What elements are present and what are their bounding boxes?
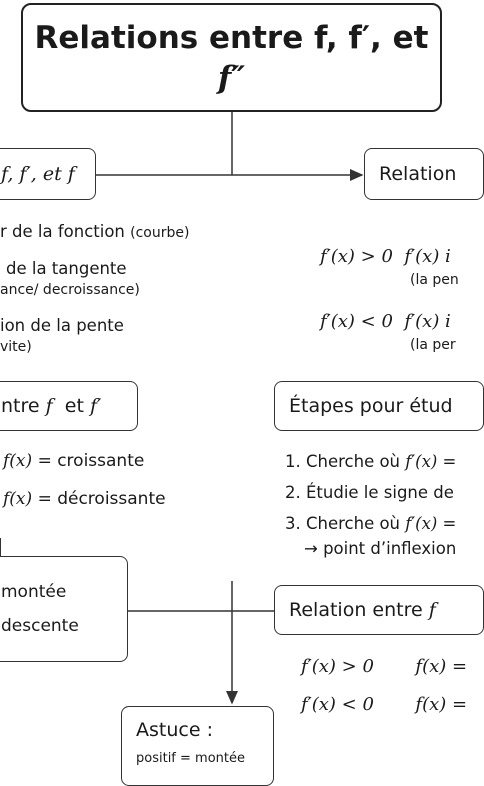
left-header-box: [0, 148, 96, 200]
astuce-box: [121, 706, 274, 786]
right-header-label: Relation: [379, 163, 457, 185]
left-rule-1: f(x) = croissante: [3, 451, 145, 471]
montee-label: montée: [1, 582, 67, 602]
meaning-2-main: de la tangente: [6, 259, 127, 278]
meaning-3-note: vite): [0, 339, 32, 355]
descente-label: descente: [1, 616, 79, 636]
etape-2: 2. Étudie le signe de: [285, 483, 454, 502]
etape-3-result: → point d’inflexion: [304, 539, 457, 558]
right-header-box: [364, 148, 484, 200]
title-line1: Relations entre f, f′, et: [34, 19, 429, 56]
meaning-3-main: ion de la pente: [0, 316, 124, 335]
etape-3: 3. Cherche où f′(x) =: [285, 514, 457, 533]
right-relation-2: f′(x) < 0 f′(x) i: [320, 311, 451, 332]
left-header-label: f, f′, et f: [1, 163, 75, 185]
astuce-title: Astuce :: [136, 719, 213, 741]
astuce-text: positif = montée: [136, 751, 245, 766]
title-box: [21, 3, 442, 112]
relation-row-2: f′(x) < 0 f(x) =: [301, 694, 468, 715]
meaning-2-note: ance/ decroissance): [0, 282, 140, 298]
left-rule-2: f(x) = décroissante: [3, 489, 166, 509]
relation-header-box: Relation entre f: [274, 585, 484, 635]
etape-1: 1. Cherche où f′(x) =: [285, 452, 457, 471]
montee-descente-box: [0, 556, 128, 662]
relation-row-1: f′(x) > 0 f(x) =: [301, 656, 468, 677]
right-relation-2-note: (la per: [410, 337, 456, 353]
etapes-header-box: Étapes pour étud: [274, 381, 484, 431]
right-relation-1-note: (la pen: [410, 272, 459, 288]
right-relation-1: f′(x) > 0 f′(x) i: [320, 246, 451, 267]
title-line2: f″: [217, 59, 246, 96]
meaning-1: r de la fonction (courbe): [0, 222, 190, 241]
left-section-header-box: ntre f et f′: [0, 381, 138, 431]
